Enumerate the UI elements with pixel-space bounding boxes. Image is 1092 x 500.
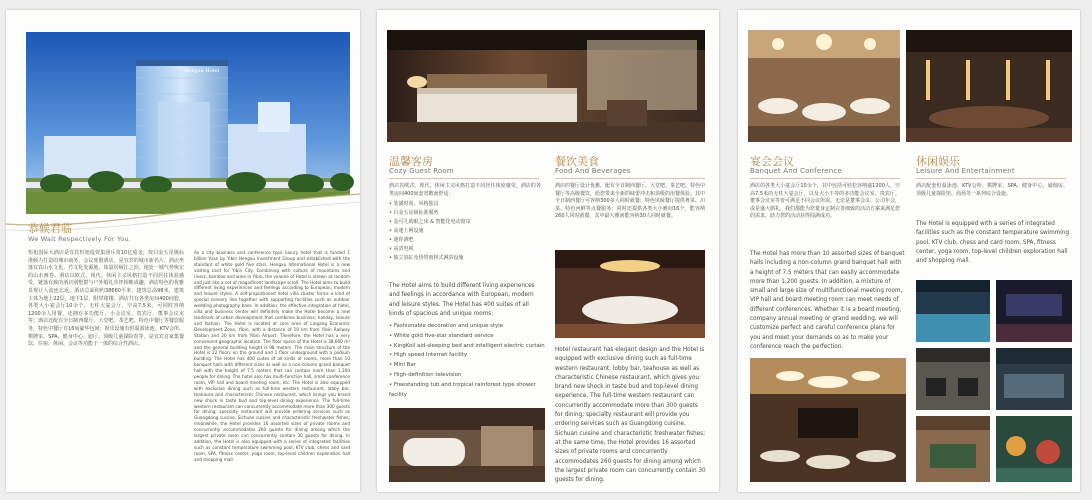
food-divider — [555, 178, 705, 179]
leisure-title: 休闲娱乐 — [916, 155, 960, 168]
banquet-title: 宴会会议 — [750, 155, 794, 168]
list-item: • 独立浴缸及热带雨林式淋浴设施 — [389, 254, 541, 263]
list-item: • 迷你酒吧 — [389, 236, 541, 245]
food-en-text: Hotel restaurant has elegant design and the Hotel is equipped with exclusive dining such as full-time western restaurant, lobby bar, teahouse as well as characteristic Chinese restaurant, which gives you brand new shock in taste bud and top-level dining experience. The full-time western restaurant can concurrently accommodate more than 300 guests for dining; specialty restaurant will provide you ordering services such as Guangdong cuisine, Sichuan cuisine and characteristic freshwater fishes; at the same time, the Hotel provides 16 assorted sizes of private rooms and concurrently accommodates 260 guests for dining among which the largest private room can concurrently contain 30 guests for dining. — [555, 347, 706, 484]
fitness-photo — [916, 348, 990, 410]
ktv-photo — [996, 280, 1072, 342]
leisure-cn-text: 酒店配套恒温泳池、KTV会所、棋牌室、SPA、健身中心、瑜伽房、顶级儿童探险馆、商场等一系列综合设施。 — [916, 183, 1068, 197]
guest-room-photo — [387, 30, 705, 142]
list-item: • 金可儿助眠之床 & 智能化电动窗帘 — [389, 218, 541, 227]
list-item: • High speed Internet facility — [389, 351, 547, 361]
welcome-panel — [6, 10, 360, 492]
banquet-cn-text: 酒店的各类大小宴会厅10余个，其中包括可轻松容纳逾1200人，空高7.5米的无柱大宴会厅，以及大小不等的多功能会议室、贵宾厅、董事会议室等皆可满足不同会议所需。无论是董事会议、公司年会，或是盛大婚礼，我们都能为您量身定制完善细致的活动方案来满足您的需求，助力您的活动获得圆满成功。 — [750, 183, 901, 220]
lounge-photo — [906, 30, 1072, 142]
food-cn-text: 酒店的餐厅设计优雅，配有全日制西餐厅、大堂吧、茶艺吧、特色中餐厅等高级餐饮，给您带来全新的味蕾冲击和顶级的用餐体验。其中全日制西餐厅可容纳300多人同时就餐；特色风味餐厅提供粤菜、川菜、特色河鲜等点餐服务；同时还提供各类大小雅间16个，能容纳260人同时就餐，其中最大雅间能容纳30人同时就餐。 — [555, 183, 706, 220]
banquet-divider — [750, 178, 900, 179]
list-item: • 高清电视 — [389, 245, 541, 254]
chess-room-photo — [916, 416, 990, 482]
guest-room-en-text: The Hotel aims to build different living experiences and feelings in accordance with European, modern and leisure styles. The Hotel has 400 suites of all kinds of spacious and unique rooms: — [389, 283, 535, 317]
guest-room-divider — [389, 178, 539, 179]
food-title: 餐饮美食 — [555, 155, 599, 168]
spa-photo — [996, 348, 1072, 410]
list-item: • KingKoil aid-sleeping bed and intelligent electric curtain — [389, 342, 547, 352]
banquet-hall-photo — [748, 30, 900, 142]
welcome-en-text: As a city business and conference type luxury hotel that is funded 1 billion Yuan by Yibin Hengxu Investment Group and established with the standard of white gold five stars, Hengxu International Hotel is a new visiting card for Yibin City. Combining with culture of mountains and rivers, bamboo and wine in Yibin, the volume of Hotel is strewn at random and just like a set of magnificent landscape scroll. The Hotel aims to build different living experiences and feelings according to European, modern and leisure styles. A self-proportioned hotel villa cluster forms a kind of special scenery line together with supporting facilities such as outdoor wedding photography base. In addition, the effective integration of hotel, villa and business center will definitely make the Hotel become a new landmark of urban development that combines business, holiday, leisure and fashion. The Hotel is located at core area of Lingang Economic Development Zone, Yibin, with a distance of 10 km from Yibin Railway Station and 20 km from Yibin Airport. Therefore, the Hotel has a very convenient geographic location. The floor space of the Hotel is 38,660 m² and the general building height is 98 meters. The main structure of the Hotel is 22 floors on the ground and 1 floor underground with a podium building. The Hotel has 400 suites of all kinds of rooms, more than 10 banquet halls with different sizes as well as a non-column grand banquet hall with the height of 7.5 meters that can contain more than 1,200 people for dining. The hotel also has multi-function hall, small conference room, VIP hall and board meeting room, etc. The Hotel is also equipped with exclusive dining such as full-time western restaurant, lobby bar, teahouse and characteristic Chinese restaurant, which brings you brand new shock in taste bud and top-level dining experience. The full-time western restaurant can concurrently accommodate more than 300 guests for dining; specialty restaurant will provide ordering services such as Guangdong cuisine, Sichuan cuisine and characteristic freshwater fishes; meanwhile, the Hotel provides 16 assorted sizes of private rooms and concurrently accommodates 260 guests for dining among which the largest private room can concurrently contain 30 guests for dining. In addition, the Hotel is also equipped with a series of integrated facilities such as constant temperature swimming pool, KTV club, chess and card room, SPA, fitness center, yoga room, top-level children exploration hall and shopping mall. — [194, 250, 350, 462]
banquet-en-text: The Hotel has more than 10 assorted sizes of banquet halls including a non-column grand banquet hall with a height of 7.5 meters that can easily accommodate more than 1,200 guests. In addition, a mixture of small and large size of multifunctional meeting room, VIP hall and board meeting room can meet needs of different conferences. Whether it is a board meeting, company annual meeting or grand wedding, we will customize perfect and careful conference plans for you and meet your demands so as to make your conference reach the perfection. — [750, 251, 905, 350]
list-item: • Freestanding tub and tropical rainforest type shower facility — [389, 381, 547, 401]
rooms-food-panel — [377, 10, 719, 492]
guest-room-title: 温馨客房 — [389, 155, 433, 168]
bathroom-photo — [389, 408, 545, 482]
guest-room-en-features — [389, 322, 547, 400]
swimming-pool-photo — [916, 280, 990, 342]
welcome-cn-text: 恒旭国际大酒店是宜宾恒旭投资集团斥资10亿重金，按白金五星级标准倾力打造的城市商务、会议度假酒店，是宜宾的城市新名片。酒店坐落宜宾山水文化、竹文化发源地，体量居岷江之滨，地处一城气势恢宏的山水画卷。酒店以欧式、现代、休闲主义风格打造不同居住体验感受。链落有致的酒店别墅群与户外婚礼草坪相映成趣，酒店特色的优雅景观让人流连忘返，酒店总面积约38660平米，建筑总高98米，建筑主体为地上22层，地下1层，附带裙楼。酒店共有各类房间400间套，各类大小宴会厅10余个，无柱大宴会厅，空高7.5米，可同时容纳1200余人用餐，还拥有多功能厅、小会议室、贵宾厅、董事会议室等；酒店还配有全日制西餐厅、大堂吧、茶艺吧、特色中餐厅等餐饮服务，特色中餐厅有16间豪华包间；娱乐设施有恒温游泳池、KTV会所、棋牌室、SPA、健身中心、迪厅、顶级儿童探险馆等，是宜宾首家集餐饮、住宿、休闲、会议等功能于一体的综合性酒店。 — [28, 250, 184, 348]
guest-room-subtitle: Cozy Guest Room — [389, 167, 454, 175]
welcome-title: 恭候君临 — [28, 222, 72, 235]
restaurant-photo — [555, 250, 705, 338]
banquet-subtitle: Banquet And Conference — [750, 167, 842, 175]
list-item: • High-definition television — [389, 371, 547, 381]
leisure-divider — [916, 178, 1066, 179]
ballroom-photo — [750, 358, 906, 482]
hotel-building-photo — [26, 32, 350, 214]
leisure-subtitle: Leisure And Entertainment — [916, 167, 1015, 175]
list-item: • 装潢时尚，风格独具 — [389, 200, 541, 209]
list-item: • Mini Bar — [389, 361, 547, 371]
leisure-en-text: The Hotel is equipped with a series of integrated facilities such as the constant temperature swimming pool, KTV club, chess and card room, SPA, fitness center, yoga room, top-level children exploration hall and shopping mall. — [916, 221, 1070, 265]
kids-hall-photo — [996, 416, 1072, 482]
welcome-subtitle: We Wait Respectively For You. — [28, 235, 132, 243]
banquet-leisure-panel — [738, 10, 1080, 492]
guest-room-cn-text: 酒店以欧式、现代、休闲主义风格打造不同居住体验感受，酒店的各类房间400间套宽敞而舒适： — [389, 183, 541, 197]
food-subtitle: Food And Beverages — [555, 167, 631, 175]
hotel-building-illustration — [26, 32, 350, 214]
list-item: • Fashionable decoration and unique style — [389, 322, 547, 332]
list-item: • 白金五星级标准服务 — [389, 209, 541, 218]
list-item: • White gold five-star standard service — [389, 332, 547, 342]
building-sign: Hengxu Hotel — [184, 68, 220, 74]
list-item: • 高速上网设施 — [389, 227, 541, 236]
guest-room-cn-features — [389, 200, 541, 263]
